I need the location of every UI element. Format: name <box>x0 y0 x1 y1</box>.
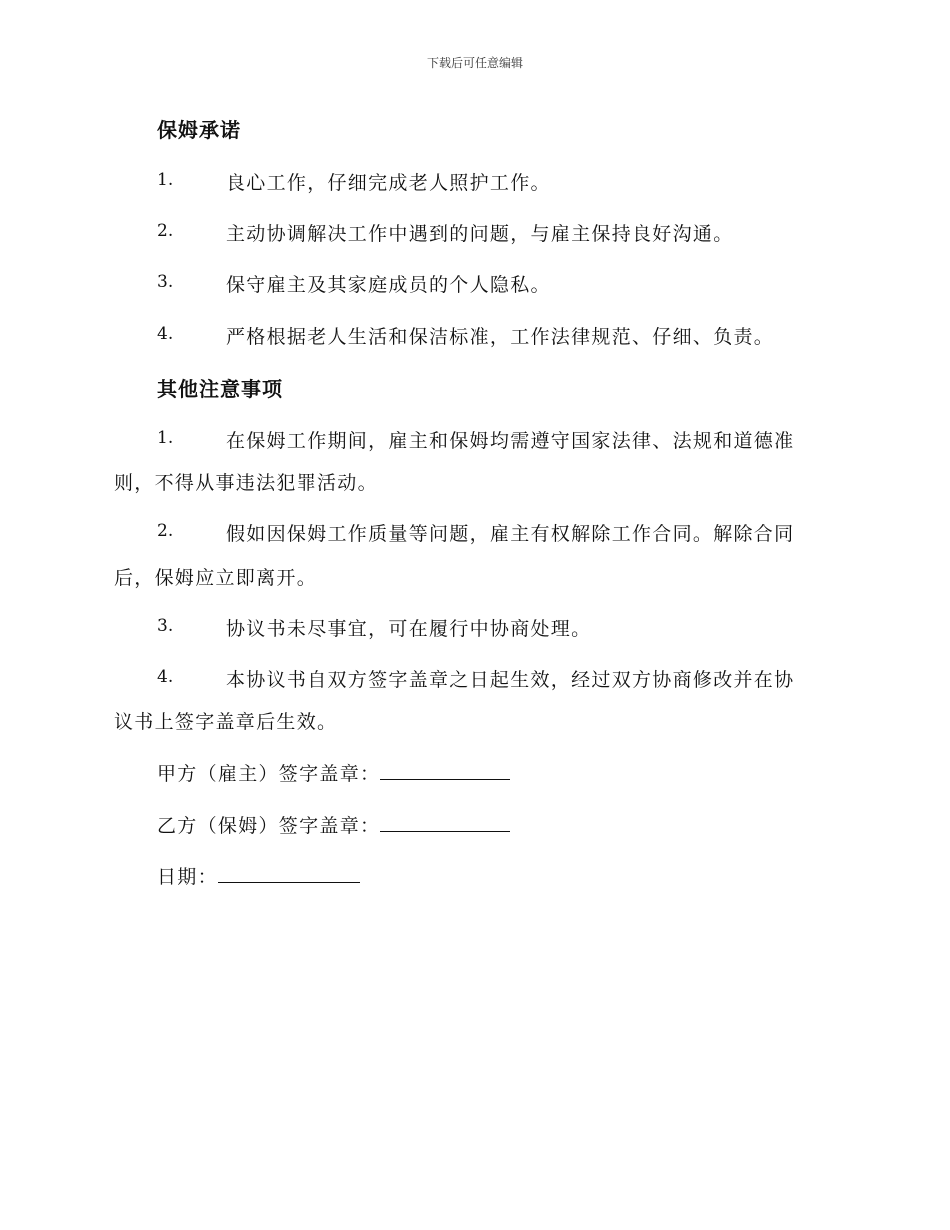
item-number: 4. <box>157 667 174 687</box>
item-text: 假如因保姆工作质量等问题，雇主有权解除工作合同。解除合同 <box>226 523 795 545</box>
item-text: 在保姆工作期间，雇主和保姆均需遵守国家法律、法规和道德准 <box>226 430 795 452</box>
section-title-nanny-promise: 保姆承诺 <box>157 118 241 142</box>
item-text: 主动协调解决工作中遇到的问题，与雇主保持良好沟通。 <box>226 223 734 245</box>
signature-date <box>157 862 360 889</box>
date-label: 日期： <box>157 866 218 888</box>
page-header: 下载后可任意编辑 <box>426 56 523 70</box>
item-number: 3. <box>157 616 174 636</box>
item-number: 4. <box>157 324 174 344</box>
signature-party-a <box>157 759 510 786</box>
signature-blank-line <box>380 813 510 832</box>
section-title-other-notes: 其他注意事项 <box>157 377 283 401</box>
item-text-continued: 后，保姆应立即离开。 <box>114 567 318 589</box>
item-number: 2. <box>157 221 174 241</box>
item-number: 2. <box>157 521 174 541</box>
signature-label: 乙方（保姆）签字盖章： <box>157 815 381 837</box>
item-text: 本协议书自双方签字盖章之日起生效，经过双方协商修改并在协 <box>226 669 795 691</box>
item-number: 1. <box>157 428 174 448</box>
item-text: 良心工作，仔细完成老人照护工作。 <box>226 172 551 194</box>
item-text-continued: 则，不得从事违法犯罪活动。 <box>114 472 378 494</box>
item-number: 3. <box>157 272 174 292</box>
signature-blank-line <box>380 761 510 780</box>
signature-party-b <box>157 811 510 838</box>
item-text-continued: 议书上签字盖章后生效。 <box>114 711 338 733</box>
date-blank-line <box>218 864 360 883</box>
item-text: 保守雇主及其家庭成员的个人隐私。 <box>226 274 551 296</box>
item-number: 1. <box>157 170 174 190</box>
signature-label: 甲方（雇主）签字盖章： <box>157 763 381 785</box>
item-text: 协议书未尽事宜，可在履行中协商处理。 <box>226 618 592 640</box>
item-text: 严格根据老人生活和保洁标准，工作法律规范、仔细、负责。 <box>226 326 775 348</box>
